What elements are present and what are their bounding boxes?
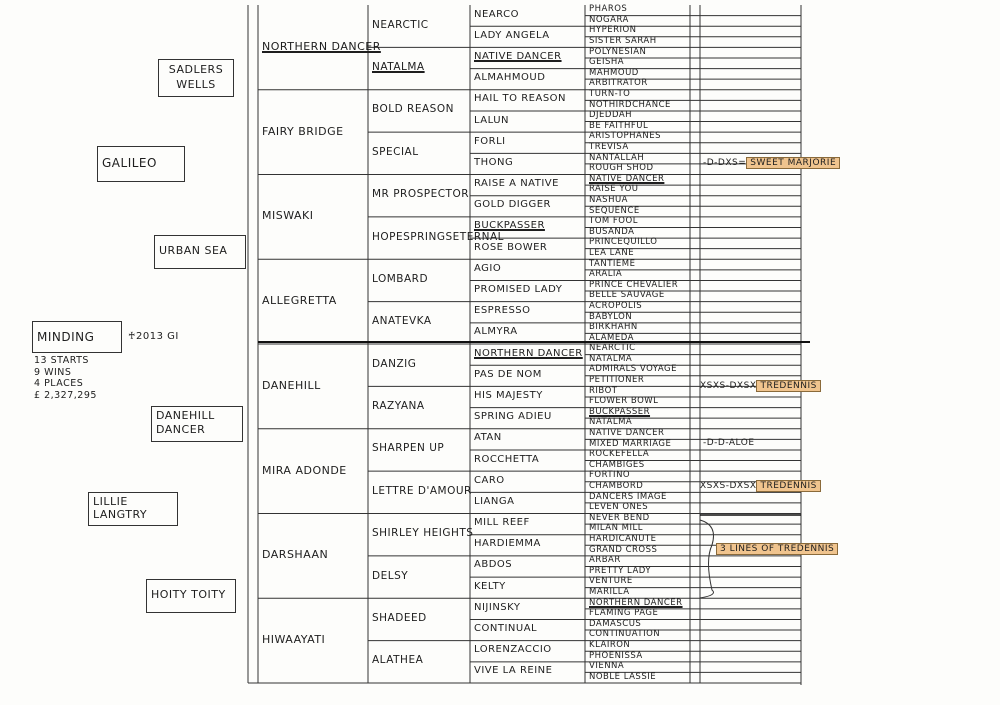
gen5-name: CARO: [474, 474, 505, 486]
gen4-name: SHARPEN UP: [372, 442, 445, 455]
note-prefix: XSXS-DXSX: [700, 381, 757, 391]
gen6-name: DAMASCUS: [589, 618, 642, 629]
race-record: [34, 355, 97, 401]
gen3-name: NORTHERN DANCER: [262, 39, 381, 53]
gen6-name: PHOENISSA: [589, 650, 643, 661]
note-prefix: XSXS-DXSX: [700, 481, 757, 491]
gen6-name: ACROPOLIS: [589, 300, 643, 311]
note-three-lines: [716, 544, 838, 554]
gen6-name: ARISTOPHANES: [589, 131, 661, 142]
gen6-name: LEVEN ONES: [589, 502, 649, 513]
dam-name: LILLIE LANGTRY: [93, 495, 148, 521]
note-aloe: -D-D-ALOE: [703, 438, 755, 448]
gen3-name: MISWAKI: [262, 209, 314, 223]
gen5-name: ALMYRA: [474, 326, 518, 338]
gen6-name: MIXED MARRIAGE: [589, 438, 672, 449]
gen6-name: PRINCEQUILLO: [589, 237, 658, 248]
gen6-name: HARDICANUTE: [589, 533, 657, 544]
gen5-name: THONG: [474, 156, 514, 168]
note-highlight: TREDENNIS: [756, 380, 820, 392]
gen3-name: FAIRY BRIDGE: [262, 124, 344, 138]
gen5-name: NATIVE DANCER: [474, 50, 562, 62]
note-tredennis-1: [700, 381, 821, 391]
gen6-name: MAHMOUD: [589, 67, 639, 78]
gen6-name: BE FAITHFUL: [589, 120, 649, 131]
gen5-name: VIVE LA REINE: [474, 665, 553, 677]
gen3-name: DANEHILL: [262, 378, 321, 392]
gen5-name: HARDIEMMA: [474, 538, 541, 550]
gen2-name: URBAN SEA: [159, 244, 228, 257]
subject-box: [32, 321, 122, 353]
gen5-name: ESPRESSO: [474, 305, 531, 317]
starts-stat: 13 STARTS: [34, 355, 89, 366]
gen6-name: CONTINUATION: [589, 629, 661, 640]
gen4-name: NEARCTIC: [372, 18, 429, 31]
gen5-name: ATAN: [474, 432, 502, 444]
gen5-name: ROSE BOWER: [474, 241, 548, 253]
gen6-name: FLAMING PAGE: [589, 608, 659, 619]
gen6-name: NORTHERN DANCER: [589, 597, 683, 608]
gen6-name: VIENNA: [589, 661, 625, 672]
gen2-box-1: [158, 59, 234, 97]
gen6-name: SISTER SARAH: [589, 36, 657, 47]
gen6-name: FORTINO: [589, 470, 631, 481]
gen6-name: POLYNESIAN: [589, 46, 647, 57]
gen6-name: RIBOT: [589, 385, 618, 396]
gen6-name: NATIVE DANCER: [589, 428, 665, 439]
gen6-name: TURN-TO: [589, 89, 631, 100]
note-highlight: SWEET MARJORIE: [746, 157, 840, 169]
gen6-name: NASHUA: [589, 194, 628, 205]
gen6-name: BABYLON: [589, 311, 633, 322]
note-sweet-marjorie: [703, 158, 840, 168]
gen5-name: LALUN: [474, 114, 510, 126]
gen6-name: ARBITRATOR: [589, 78, 648, 89]
gen6-name: DANCERS IMAGE: [589, 491, 667, 502]
gen5-name: FORLI: [474, 135, 506, 147]
gen2-box-2: [154, 235, 246, 269]
gen5-name: CONTINUAL: [474, 623, 538, 635]
gen6-name: MARILLA: [589, 586, 630, 597]
earnings-stat: £ 2,327,295: [34, 389, 97, 401]
gen6-name: TREVISA: [589, 142, 629, 153]
note-highlight: TREDENNIS: [756, 480, 820, 492]
gen5-name: NORTHERN DANCER: [474, 347, 583, 359]
gen3-name: DARSHAAN: [262, 548, 329, 562]
gen6-name: SEQUENCE: [589, 205, 640, 216]
gen6-name: GEISHA: [589, 57, 625, 68]
gen5-name: HIS MAJESTY: [474, 389, 543, 401]
gen5-name: RAISE A NATIVE: [474, 178, 559, 190]
gen6-name: NANTALLAH: [589, 152, 645, 163]
gen6-name: NOTHIRDCHANCE: [589, 99, 671, 110]
gen6-name: NATALMA: [589, 353, 633, 364]
gen4-name: SHADEED: [372, 611, 427, 624]
gen6-name: ROCKEFELLA: [589, 449, 650, 460]
gen5-name: MILL REEF: [474, 517, 530, 529]
gen6-name: VENTURE: [589, 576, 633, 587]
gen4-name: ANATEVKA: [372, 315, 432, 328]
dam-box: [88, 492, 178, 526]
note-prefix: -D-DXS=: [703, 158, 747, 168]
gen6-name: NEARCTIC: [589, 343, 636, 354]
gen6-name: BIRKHAHN: [589, 322, 638, 333]
gen2-name: DANEHILL DANCER: [156, 409, 215, 436]
gen6-name: TOM FOOL: [589, 216, 638, 227]
gen5-name: ALMAHMOUD: [474, 72, 546, 84]
gen6-name: ARBAR: [589, 555, 621, 566]
gen4-name: MR PROSPECTOR: [372, 188, 470, 201]
gen6-name: NOGARA: [589, 14, 629, 25]
gen5-name: PROMISED LADY: [474, 284, 563, 296]
gen2-box-4: [146, 579, 236, 613]
gen6-name: DJEDDAH: [589, 110, 633, 121]
gen5-name: AGIO: [474, 262, 502, 274]
gen5-name: LIANGA: [474, 495, 515, 507]
gen3-name: MIRA ADONDE: [262, 463, 347, 477]
gen6-name: KLAIRON: [589, 639, 631, 650]
gen6-name: PRETTY LADY: [589, 565, 652, 576]
gen6-name: BUSANDA: [589, 226, 635, 237]
gen6-name: NEVER BEND: [589, 512, 650, 523]
gen4-name: HOPESPRINGSETERNAL: [372, 230, 505, 243]
gen6-name: ARALIA: [589, 269, 623, 280]
gen6-name: NATIVE DANCER: [589, 173, 665, 184]
note-tredennis-2: [700, 481, 821, 491]
subject-name: MINDING: [37, 330, 95, 344]
gen5-name: LADY ANGELA: [474, 29, 550, 41]
gen4-name: DELSY: [372, 569, 409, 582]
gen6-name: BELLE SAUVAGE: [589, 290, 665, 301]
gen4-name: ALATHEA: [372, 654, 424, 667]
gen4-name: RAZYANA: [372, 400, 425, 413]
gen6-name: MILAN MILL: [589, 523, 643, 534]
gen6-name: PETITIONER: [589, 375, 645, 386]
gen5-name: HAIL TO REASON: [474, 93, 567, 105]
gen4-name: BOLD REASON: [372, 103, 454, 116]
gen6-name: NATALMA: [589, 417, 633, 428]
gen5-name: ROCCHETTA: [474, 453, 540, 465]
gen5-name: KELTY: [474, 580, 506, 592]
gen6-name: ALAMEDA: [589, 332, 634, 343]
gen6-name: FLOWER BOWL: [589, 396, 659, 407]
gen6-name: ADMIRALS VOYAGE: [589, 364, 677, 375]
gen6-name: PRINCE CHEVALIER: [589, 279, 679, 290]
gen5-name: NEARCO: [474, 8, 519, 20]
gen6-name: RAISE YOU: [589, 184, 639, 195]
gen4-name: NATALMA: [372, 61, 425, 74]
gen6-name: BUCKPASSER: [589, 406, 651, 417]
gen4-name: DANZIG: [372, 357, 417, 370]
gen6-name: GRAND CROSS: [589, 544, 658, 555]
gen5-name: GOLD DIGGER: [474, 199, 551, 211]
gen4-name: LOMBARD: [372, 272, 429, 285]
gen5-name: NIJINSKY: [474, 601, 521, 613]
gen6-name: HYPERION: [589, 25, 637, 36]
gen3-name: ALLEGRETTA: [262, 294, 337, 308]
note-highlight: 3 LINES OF TREDENNIS: [716, 543, 838, 555]
gen5-name: PAS DE NOM: [474, 368, 542, 380]
gen3-name: HIWAAYATI: [262, 633, 326, 647]
gen4-name: SPECIAL: [372, 145, 419, 158]
award-label: ♰2013 GI: [128, 331, 179, 342]
gen5-name: BUCKPASSER: [474, 220, 545, 232]
gen5-name: ABDOS: [474, 559, 513, 571]
gen6-name: ROUGH SHOD: [589, 163, 654, 174]
gen2-name: SADLERS WELLS: [168, 63, 224, 91]
gen6-name: LEA LANE: [589, 247, 635, 258]
gen6-name: NOBLE LASSIE: [589, 671, 657, 682]
wins-stat: 9 WINS: [34, 366, 72, 378]
gen4-name: LETTRE D'AMOUR: [372, 484, 472, 497]
gen6-name: TANTIEME: [589, 258, 636, 269]
gen6-name: CHAMBIGES: [589, 459, 645, 470]
places-stat: 4 PLACES: [34, 378, 84, 389]
gen5-name: LORENZACCIO: [474, 644, 552, 656]
gen4-name: SHIRLEY HEIGHTS: [372, 527, 474, 540]
sire-name: GALILEO: [102, 156, 157, 170]
gen2-name: HOITY TOITY: [151, 588, 226, 601]
gen5-name: SPRING ADIEU: [474, 411, 552, 423]
gen6-name: PHAROS: [589, 4, 628, 15]
gen6-name: CHAMBORD: [589, 481, 644, 492]
sire-box: [97, 146, 185, 182]
gen2-box-3: [151, 406, 243, 442]
